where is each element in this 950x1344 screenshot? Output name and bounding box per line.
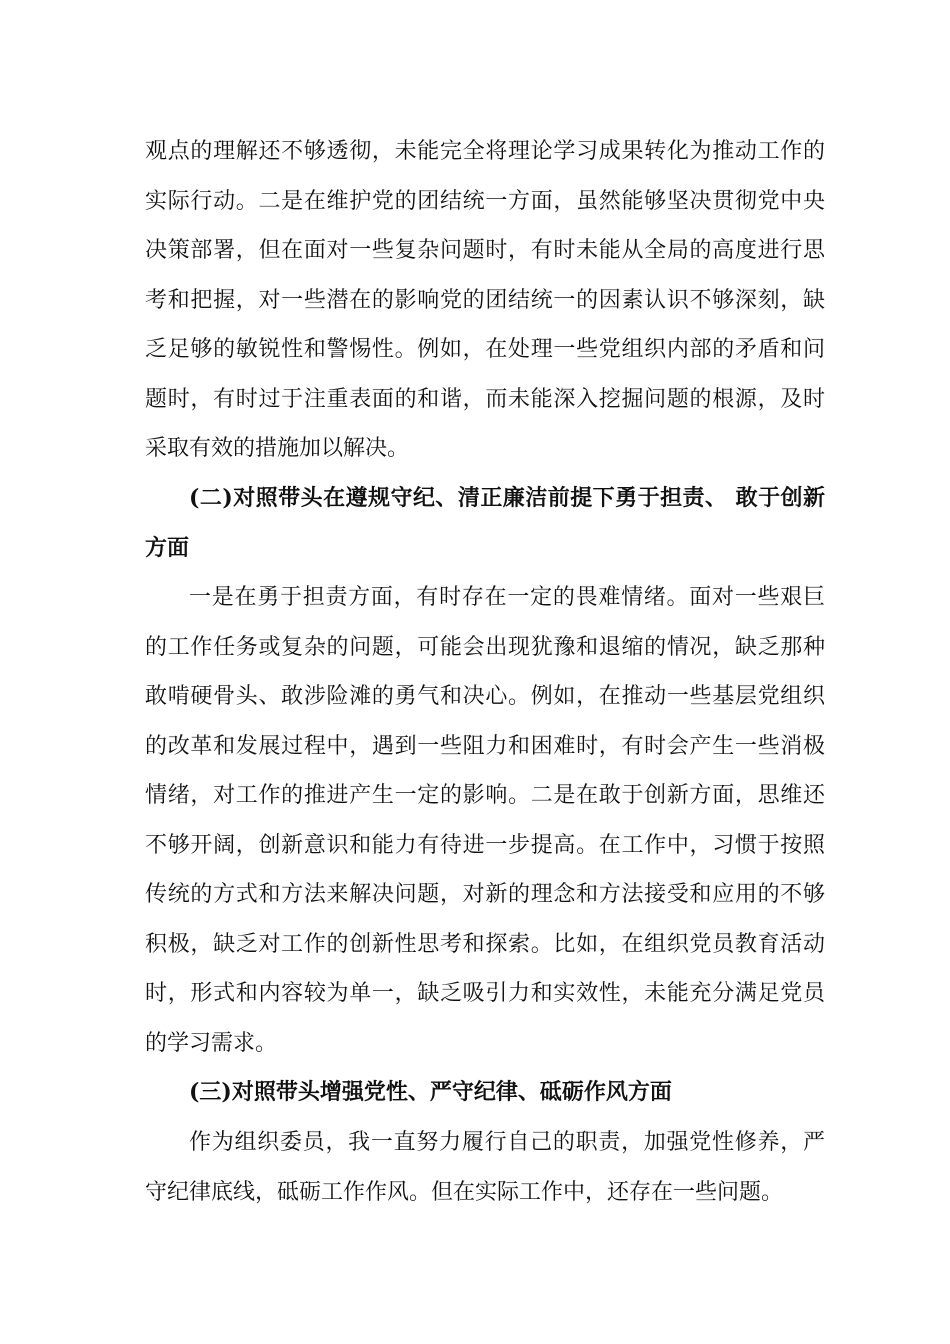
- section-2-paragraph: 一是在勇于担责方面，有时存在一定的畏难情绪。面对一些艰巨的工作任务或复杂的问题，可能会出现犹豫和退缩的情况，缺乏那种敢啃硬骨头、敢涉险滩的勇气和决心。例如，在推动一些基层党组织的改革和发展过程中，遇到一些阻力和困难时，有时会产生一些消极情绪，对工作的推进产生一定的影响。二是在敢于创新方面，思维还不够开阔，创新意识和能力有待进一步提高。在工作中，习惯于按照传统的方式和方法来解决问题，对新的理念和方法接受和应用的不够积极，缺乏对工作的创新性思考和探索。比如，在组织党员教育活动时，形式和内容较为单一，缺乏吸引力和实效性，未能充分满足党员的学习需求。: [145, 585, 825, 1056]
- section-heading-3: (三)对照带头增强党性、严守纪律、砥砺作风方面: [189, 1079, 672, 1105]
- continued-paragraph: 观点的理解还不够透彻，未能完全将理论学习成果转化为推动工作的实际行动。二是在维护党的团结统一方面，虽然能够坚决贯彻党中央决策部署，但在面对一些复杂问题时，有时未能从全局的高度进行思考和把握，对一些潜在的影响党的团结统一的因素认识不够深刻，缺乏足够的敏锐性和警惕性。例如，在处理一些党组织内部的矛盾和问题时，有时过于注重表面的和谐，而未能深入挖掘问题的根源，及时采取有效的措施加以解决。: [145, 139, 825, 461]
- section-heading-2: (二)对照带头在遵规守纪、清正廉洁前提下勇于担责、 敢于创新方面: [145, 485, 825, 561]
- section-3-paragraph: 作为组织委员，我一直努力履行自己的职责，加强党性修养，严守纪律底线，砥砺工作作风。但在实际工作中，还存在一些问题。: [145, 1130, 825, 1205]
